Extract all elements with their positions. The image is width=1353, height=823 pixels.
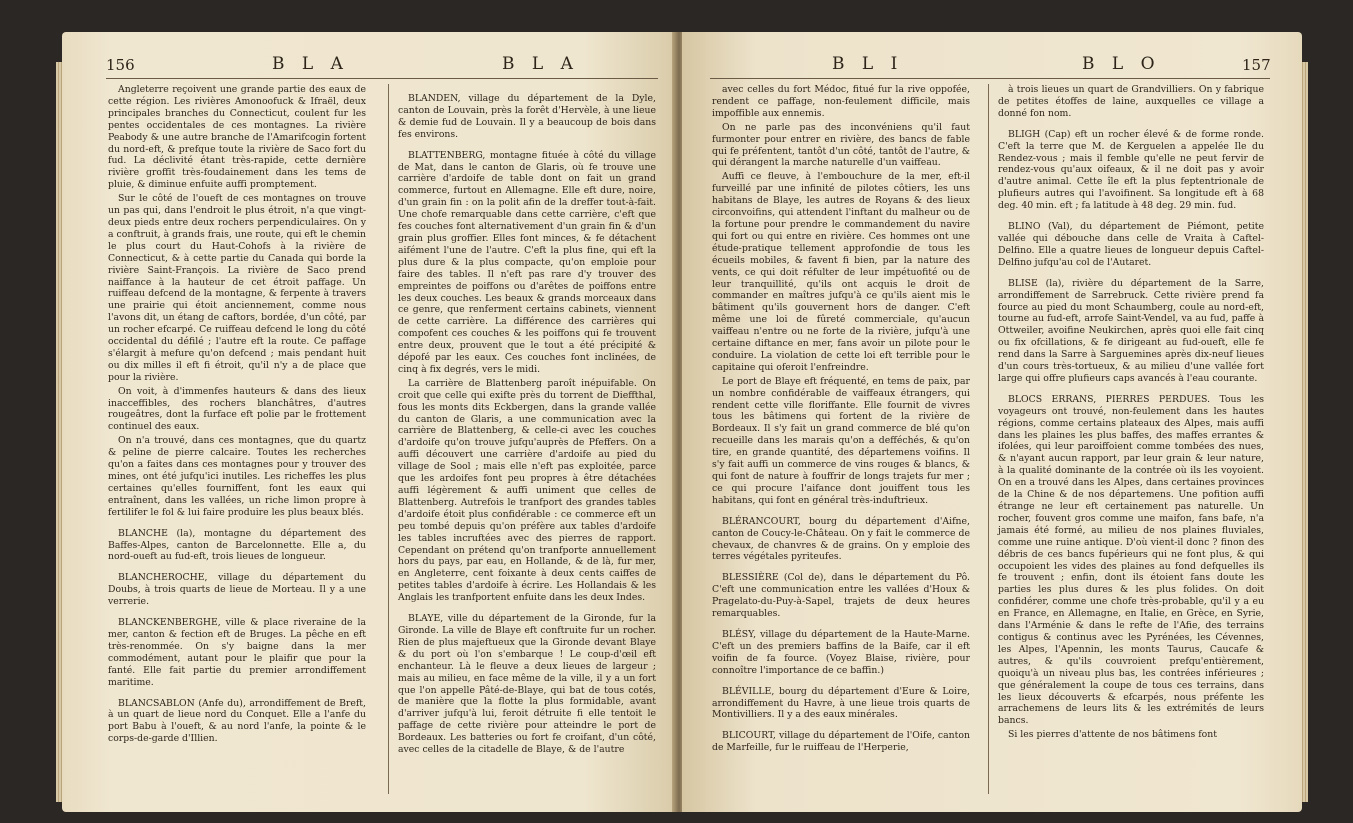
paragraph: BLÉSY, village du département de la Haute-Marne. C'eft un des premiers baffins de la Baife, car il eft voifin de fa fource. (Voyez Blaise, rivière, pour connoître l'importance de ce baffin.) — [712, 628, 970, 676]
left-column-divider — [388, 84, 389, 794]
paragraph: On ne parle pas des inconvéniens qu'il faut furmonter pour entrer en rivière, des bancs de fable qui fe préfentent, tantôt d'un côté, tantôt de l'autre, & qui dérangent la marche naturelle d'un vaiffeau. — [712, 121, 970, 169]
left-column-2 — [398, 84, 656, 758]
paragraph: BLANCKENBERGHE, ville & place riveraine de la mer, canton & fection eft de Bruges. La pêche en eft très-renommée. On s'y baigne dans la mer commodément, autant pour le plaifir que pour la fanté. Elle fait partie du premier arrondiffement maritime. — [108, 617, 366, 688]
paragraph: BLATTENBERG, montagne fituée à côté du village de Mat, dans le canton de Glaris, où fe trouve une carrière d'ardoife de table dont on fait un grand commerce, furtout en Allemagne. Elle eft dure, noire, d'un grain fin : on la polit afin de la dreffer tout-à-fait. Une chofe remarquable dans cette carrière, c'eft que fes couches font alternativement d'un grain fin & d'un grain plus groffier. Elles font minces, & fe détachent aifément l'une de l'autre. C'eft la plus fine, qui eft la plus dure & la plus compacte, qu'on emploie pour faire des tables. Il n'eft pas rare d'y trouver des empreintes de poiffons ou d'arêtes de poiffons entre les deux couches. Les beaux & grands morceaux dans ce genre, que renferment certains cabinets, viennent de cette carrière. La différence des carrières qui compofent ces couches & les poiffons qui fe trouvent entre deux, prouvent que le tout a été précipité & dépofé par les eaux. Ces couches font inclinées, de cinq à fix degrés, vers le midi. — [398, 149, 656, 375]
right-column-divider — [988, 84, 989, 794]
left-page-number: 156 — [106, 56, 135, 74]
paragraph: Auffi ce fleuve, à l'embouchure de la mer, eft-il furveillé par une infinité de pilotes côtiers, les uns habitans de Blaye, les autres de Royans & des lieux circonvoifins, qui attendent l'inftant du malheur ou de la fortune pour prendre le commandement du navire qui fort ou qui entre en rivière. Ces hommes ont une étude-pratique tellement approfondie de tous les écueils mobiles, & favent fi bien, par la nature des vents, ce qui doit réfulter de leur impétuofité ou de leur tranquillité, qu'ils ont acquis le droit de commander en maîtres jufqu'à ce qu'ils aient mis le bâtiment qu'ils gouvernent hors de danger. C'eft même une loi de fûreté commerciale, qu'aucun vaiffeau n'entre ou ne forte de la rivière, jufqu'à une certaine diftance en mer, fans avoir un pilote pour le conduire. La violation de cette loi eft terrible pour le capitaine qui oferoit l'enfreindre. — [712, 171, 970, 373]
left-header-rule — [106, 78, 658, 79]
paragraph: BLOCS ERRANS, PIERRES PERDUES. Tous les voyageurs ont trouvé, non-feulement dans les hautes régions, comme certains plateaux des Alpes, mais auffi dans les plaines les plus baffes, des maffes errantes & ifolées, qui leur paroiffoient comme tombées des nues, & n'ayant aucun rapport, par leur grain & leur nature, à la qualité dominante de la contrée où ils les voyoient. On en a trouvé dans les Alpes, dans certaines provinces de la Chine & de nos départemens. Une pofition auffi étrange ne leur eft certainement pas naturelle. Un rocher, fouvent gros comme une maifon, fans bafe, n'a jamais été formé, au milieu de nos plaines fluviales, comme une ruine antique. D'où vient-il donc ? finon des débris de ces bancs fupérieurs qui ne font plus, & qui occupoient les vides des plaines au fond defquelles ils fe trouvent ; enfin, dont ils étoient fans doute les parties les plus dures & les plus folides. On doit confidérer, comme une chofe très-probable, qu'il y a eu en France, en Allemagne, en Italie, en Grèce, en Syrie, dans l'Arménie & dans le refte de l'Afie, des terrains contigus & continus avec les Pyrénées, les Cévennes, les Alpes, l'Apennin, les monts Taurus, Caucafe & autres, & qu'ils couvroient prefqu'entièrement, quoiqu'à un niveau plus bas, les contrées inférieures ; que généralement la coupe de tous ces terrains, dans les lieux découverts & efcarpés, nous préfente les arrachemens de leurs lits & les extrémités de leurs bancs. — [998, 393, 1264, 727]
right-page — [682, 32, 1302, 812]
paragraph: à trois lieues un quart de Grandvilliers. On y fabrique de petites étoffes de laine, auxquelles ce village a donné fon nom. — [998, 84, 1264, 119]
paragraph: BLÉRANCOURT, bourg du département d'Aifne, canton de Coucy-le-Château. On y fait le commerce de chevaux, de chanvres & de grains. On y emploie des terres végétales pyriteufes. — [712, 515, 970, 563]
paragraph: BLIGH (Cap) eft un rocher élevé & de forme ronde. C'eft la terre que M. de Kerguelen a appelée Ile du Rendez-vous ; mais il femble qu'elle ne peut fervir de rendez-vous qu'aux oifeaux, & il ne doit pas y avoir d'autre animal. Cette île eft la plus feptentrionale de plufieurs autres qui l'avoifinent. Sa longitude eft à 68 deg. 40 min. eft ; fa latitude à 48 deg. 29 min. fud. — [998, 128, 1264, 212]
paragraph: BLAYE, ville du département de la Gironde, fur la Gironde. La ville de Blaye eft conftruite fur un rocher. Rien de plus majeftueux que la Gironde devant Blaye & du port où l'on s'embarque ! Le coup-d'œil eft enchanteur. Là le fleuve a deux lieues de largeur ; mais au milieu, en face même de la ville, il y a un fort que l'on appelle Pâté-de-Blaye, qui bat de tous cotés, de manière que la flotte la plus formidable, avant d'arriver jufqu'à lui, feroit détruite fi elle tentoit le paffage de cette rivière pour atteindre le port de Bordeaux. Les batteries ou fort fe croifant, d'un côté, avec celles de la citadelle de Blaye, & de l'autre — [398, 613, 656, 756]
open-book — [62, 32, 1302, 812]
paragraph: Angleterre reçoivent une grande partie des eaux de cette région. Les rivières Amonoofuck & Ifraël, deux principales branches du Connecticut, coulent fur les pentes occidentales de ces montagnes. La rivière Peabody & une autre branche de l'Amarifcogin fortent du nord-eft, & prefque toute la rivière de Saco fort du fud. La déclivité étant très-rapide, cette dernière rivière groffit très-foudainement dans les tems de pluie, & diminue enfuite auffi promptement. — [108, 84, 366, 191]
paragraph: BLANCHE (la), montagne du département des Baffes-Alpes, canton de Barcelonnette. Elle a, du nord-oueft au fud-eft, trois lieues de longueur. — [108, 527, 366, 563]
paragraph: BLESSIÈRE (Col de), dans le département du Pô. C'eft une communication entre les vallées d'Houx & Pragelato-du-Puy-à-Sapel, trajets de deux heures remarquables. — [712, 572, 970, 620]
paragraph: Si les pierres d'attente de nos bâtimens font — [1008, 729, 1217, 741]
left-header-left: B L A — [272, 54, 349, 74]
right-page-header — [682, 54, 1302, 78]
left-header-right: B L A — [502, 54, 579, 74]
paragraph: BLISE (la), rivière du département de la Sarre, arrondiffement de Sarrebruck. Cette rivière prend fa fource au pied du mont Schaumberg, coule au nord-eft, tourne au fud-eft, arrofe Saint-Vendel, va au fud, paffe à Ottweiler, avoifine Neukirchen, après quoi elle fait cinq ou fix ofcillations, & fe dirigeant au fud-oueft, elle fe rend dans la Sarre à Sarguemines après dix-neuf lieues d'un cours très-tortueux, & au milieu d'une vallée fort large qui offre plufieurs caps avancés à l'eau courante. — [998, 277, 1264, 384]
right-column-2 — [998, 84, 1264, 743]
paragraph: BLINO (Val), du département de Piémont, petite vallée qui débouche dans celle de Vraita à Caftel-Delfino. Elle a quatre lieues de longueur depuis Caftel-Delfino jufqu'au col de l'Autaret. — [998, 221, 1264, 268]
left-column-1 — [108, 84, 366, 747]
paragraph: La carrière de Blattenberg paroît inépuifable. On croit que celle qui exifte près du torrent de Dieffthal, fous les monts dits Eckbergen, dans la grande vallée du canton de Glaris, a une communication avec la carrière de Blattenberg, & celle-ci avec les couches d'ardoife qu'on trouve jufqu'auprès de Pfeffers. On a auffi découvert une carrière d'ardoife au pied du village de Sool ; mais elle n'eft pas exploitée, parce que les ardoifes font peu propres à être détachées auffi légèrement & auffi uniment que celles de Blattenberg. Autrefois le tranfport des grandes tables d'ardoife étoit plus confidérable : ce commerce eft un peu tombé depuis qu'on préfère aux tables d'ardoife les tables incruftées avec des pierres de rapport. Cependant on prétend qu'on tranfporte annuellement hors du pays, par eau, en Hollande, & de là, fur mer, en Angleterre, cent foixante à deux cents caiffes de petites tables d'ardoife à écrire. Les Hollandais & les Anglais les tranfportent enfuite dans les deux Indes. — [398, 377, 656, 604]
paragraph: avec celles du fort Médoc, fitué fur la rive oppofée, rendent ce paffage, non-feulement difficile, mais impoffible aux ennemis. — [712, 84, 970, 119]
paragraph: Le port de Blaye eft fréquenté, en tems de paix, par un nombre confidérable de vaiffeaux étrangers, qui rendent cette ville floriffante. Elle fournit de vivres tous les bâtimens qui fortent de la rivière de Bordeaux. Il s'y fait un grand commerce de blé qu'on recueille dans les marais qu'on a defféchés, & qu'on tire, en grande quantité, des départemens voifins. Il s'y fait auffi un commerce de vins rouges & blancs, & qui font de nature à fouffrir de longs trajets fur mer ; ce qui procure l'aifance dont jouiffent tous les habitans, qui font en général très-induftrieux. — [712, 375, 970, 506]
paragraph: On voit, à d'immenfes hauteurs & dans des lieux inacceffibles, des rochers blanchâtres, d'autres rougeâtres, dont la furface eft polie par le frottement continuel des eaux. — [108, 385, 366, 433]
paragraph: BLANCSABLON (Anfe du), arrondiffement de Breft, à un quart de lieue nord du Conquet. Elle a l'anfe du port Babu à l'oueft, & au nord l'anfe, la pointe & le corps-de-garde d'Illien. — [108, 697, 366, 745]
paragraph: Sur le côté de l'oueft de ces montagnes on trouve un pas qui, dans l'endroit le plus étroit, n'a que vingt-deux pieds entre deux rochers perpendiculaires. On y a conftruit, à grands frais, une route, qui eft le chemin le plus court du Haut-Cohofs à la rivière de Connecticut, & à cette partie du Canada qui borde la rivière Saint-François. La rivière de Saco prend naiffance à la hauteur de cet étroit paffage. Un ruiffeau defcend de la montagne, & ferpente à travers une prairie qui étoit anciennement, comme nous l'avons dit, un étang de caftors, bordée, d'un côté, par un rocher efcarpé. Ce ruiffeau defcend le long du côté occidental du défilé ; l'autre eft la route. Ce paffage s'élargit à mefure qu'on defcend ; mais pendant huit ou dix milles il eft fi étroit, qu'il n'y a de place que pour la rivière. — [108, 193, 366, 383]
paragraph: BLICOURT, village du département de l'Oife, canton de Marfeille, fur le ruiffeau de l'Herperie, — [712, 730, 970, 754]
right-page-number: 157 — [1242, 56, 1271, 74]
right-header-left: B L I — [832, 54, 904, 74]
paragraph: BLANDEN, village du département de la Dyle, canton de Louvain, près la forêt d'Hervèle, à une lieue & demie fud de Louvain. Il y a beaucoup de bois dans fes environs. — [398, 93, 656, 140]
paragraph: BLÉVILLE, bourg du département d'Eure & Loire, arrondiffement du Havre, à une lieue trois quarts de Montivilliers. Il y a des eaux minérales. — [712, 685, 970, 721]
left-page-header — [62, 54, 676, 78]
right-header-rule — [710, 78, 1270, 79]
paragraph: On n'a trouvé, dans ces montagnes, que du quartz & peline de pierre calcaire. Toutes les recherches qu'on a faites dans ces montagnes pour y trouver des mines, ont été jufqu'ici inutiles. Les richeffes les plus certaines qu'elles fourniffent, font les eaux qui entraînent, dans les vallées, un riche limon propre à fertilifer le fol & lui faire produire les plus beaux blés. — [108, 435, 366, 518]
right-header-right: B L O — [1082, 54, 1161, 74]
right-column-1 — [712, 84, 970, 756]
left-page — [62, 32, 676, 812]
paragraph: BLANCHEROCHE, village du département du Doubs, à trois quarts de lieue de Morteau. Il y a une verrerie. — [108, 572, 366, 608]
